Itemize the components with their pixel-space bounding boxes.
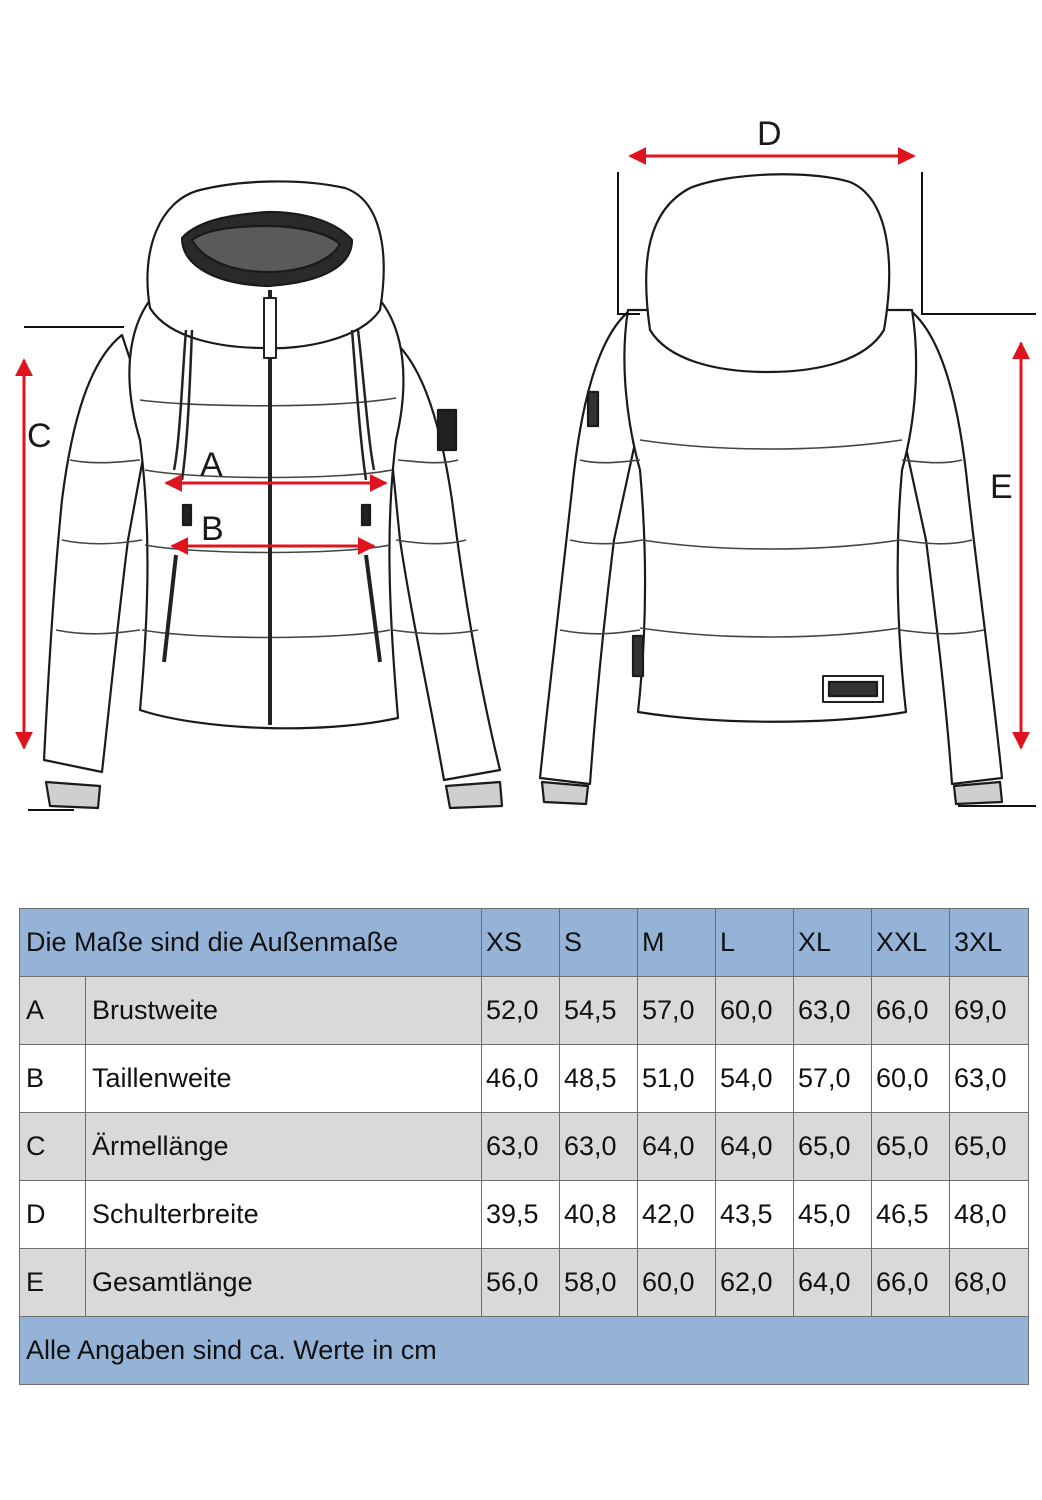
size-3xl: 3XL [950,909,1029,977]
row-key: D [20,1181,86,1249]
value-cell: 63,0 [950,1045,1029,1113]
value-cell: 66,0 [872,977,950,1045]
table-row [20,977,1029,1045]
value-cell: 64,0 [716,1113,794,1181]
jacket-front-drawing [44,181,502,808]
size-xxl: XXL [872,909,950,977]
value-cell: 40,8 [560,1181,638,1249]
jacket-back-drawing [540,174,1002,804]
value-cell: 42,0 [638,1181,716,1249]
row-key: C [20,1113,86,1181]
value-cell: 57,0 [794,1045,872,1113]
value-cell: 57,0 [638,977,716,1045]
row-key: E [20,1249,86,1317]
footer-row [20,1317,1029,1385]
label-c: C [27,417,52,455]
value-cell: 65,0 [872,1113,950,1181]
table-row [20,1045,1029,1113]
value-cell: 54,0 [716,1045,794,1113]
value-cell: 68,0 [950,1249,1029,1317]
size-xs: XS [482,909,560,977]
row-measurement-name: Schulterbreite [86,1181,482,1249]
value-cell: 46,0 [482,1045,560,1113]
size-l: L [716,909,794,977]
value-cell: 39,5 [482,1181,560,1249]
value-cell: 60,0 [872,1045,950,1113]
size-xl: XL [794,909,872,977]
value-cell: 60,0 [638,1249,716,1317]
value-cell: 51,0 [638,1045,716,1113]
row-key: A [20,977,86,1045]
value-cell: 58,0 [560,1249,638,1317]
value-cell: 63,0 [560,1113,638,1181]
header-label: Die Maße sind die Außenmaße [20,909,482,977]
value-cell: 43,5 [716,1181,794,1249]
size-m: M [638,909,716,977]
value-cell: 45,0 [794,1181,872,1249]
value-cell: 64,0 [638,1113,716,1181]
row-measurement-name: Brustweite [86,977,482,1045]
value-cell: 60,0 [716,977,794,1045]
value-cell: 52,0 [482,977,560,1045]
size-chart-table [19,908,1029,1385]
value-cell: 54,5 [560,977,638,1045]
row-key: B [20,1045,86,1113]
value-cell: 48,0 [950,1181,1029,1249]
value-cell: 66,0 [872,1249,950,1317]
table-row [20,1249,1029,1317]
size-chart-body [20,909,1029,1385]
row-measurement-name: Ärmellänge [86,1113,482,1181]
value-cell: 56,0 [482,1249,560,1317]
size-s: S [560,909,638,977]
value-cell: 65,0 [794,1113,872,1181]
table-row [20,1113,1029,1181]
size-header-row [20,909,1029,977]
footer-note: Alle Angaben sind ca. Werte in cm [20,1317,1029,1385]
value-cell: 62,0 [716,1249,794,1317]
value-cell: 69,0 [950,977,1029,1045]
value-cell: 46,5 [872,1181,950,1249]
value-cell: 48,5 [560,1045,638,1113]
value-cell: 63,0 [482,1113,560,1181]
label-a: A [200,446,223,484]
row-measurement-name: Gesamtlänge [86,1249,482,1317]
row-measurement-name: Taillenweite [86,1045,482,1113]
label-d: D [757,115,782,153]
table-row [20,1181,1029,1249]
value-cell: 65,0 [950,1113,1029,1181]
label-b: B [201,510,224,548]
label-e: E [990,468,1013,506]
value-cell: 64,0 [794,1249,872,1317]
value-cell: 63,0 [794,977,872,1045]
